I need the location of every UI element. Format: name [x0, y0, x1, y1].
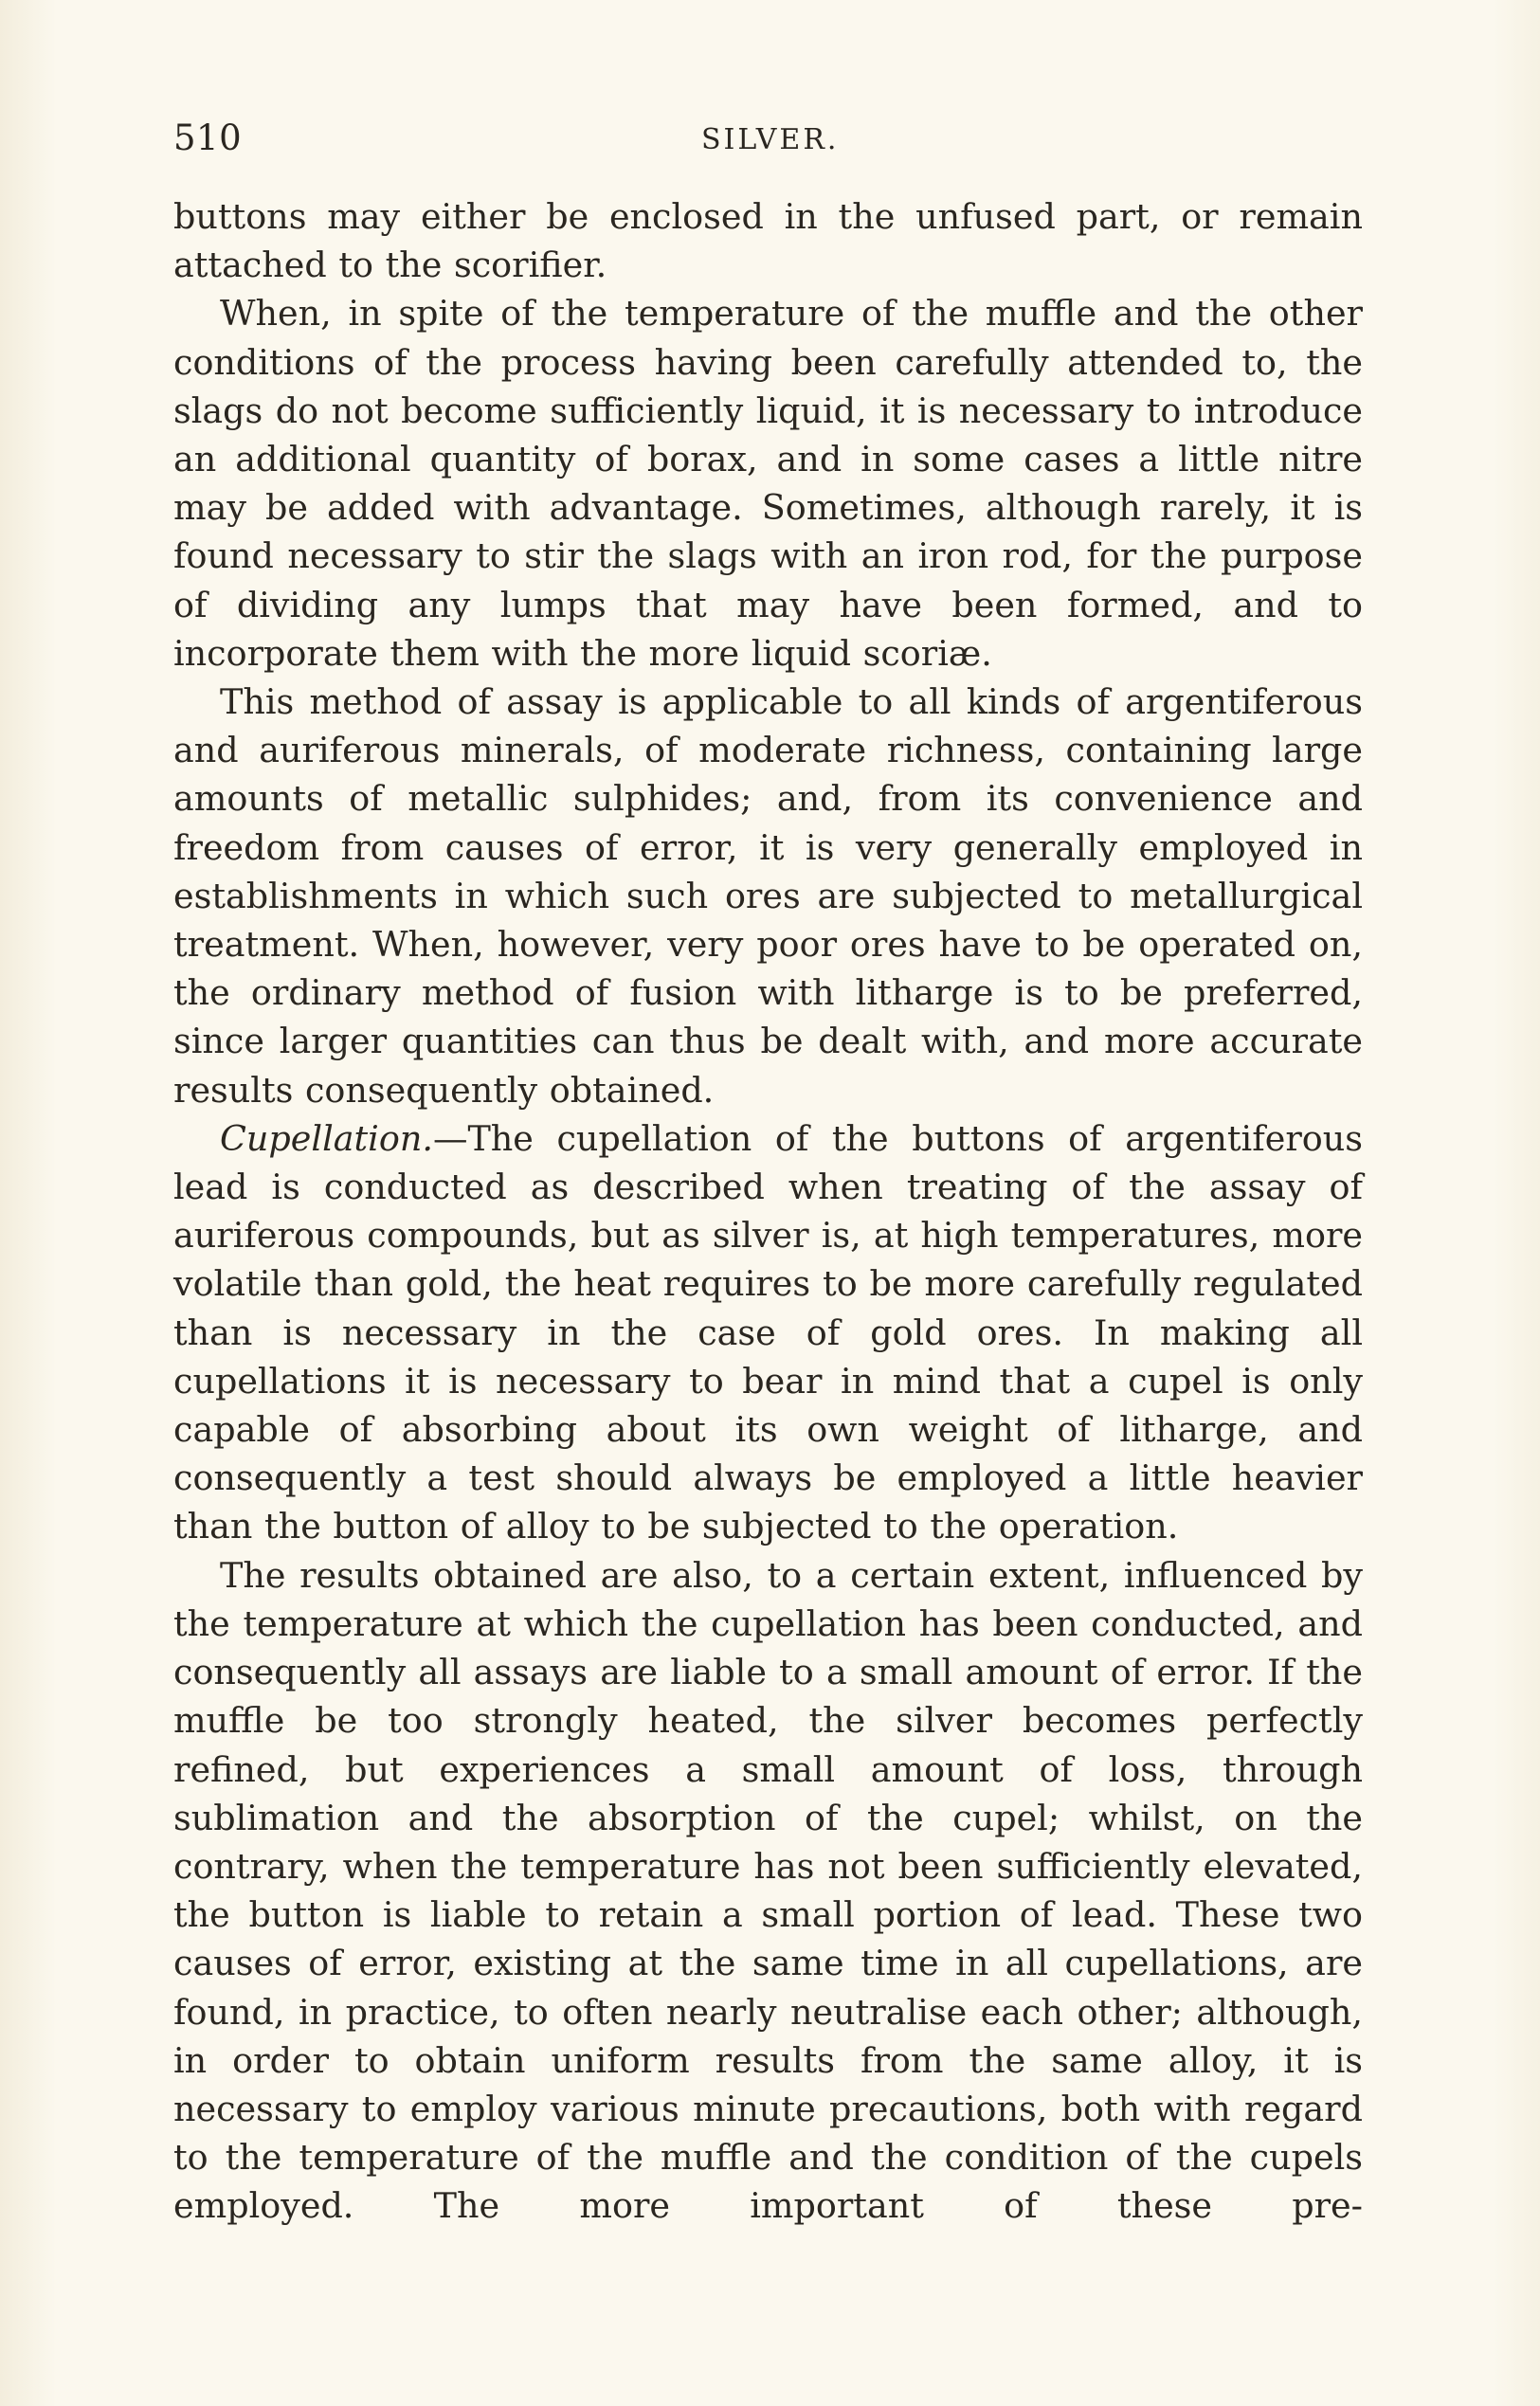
running-head: SILVER. — [701, 123, 840, 156]
paragraph-results: The results obtained are also, to a certain extent, influenced by the temperature at which the cupellation has been conducted, and consequently all assays are liable to a small amount of error. If the muffle be too strongly heated, the silver becomes perfectly refined, but experiences a small amount of loss, through sublimation and the absorption of the cupel; whilst, on the contrary, when the temperature has not been sufficiently elevated, the button is liable to retain a small portion of lead. These two causes of error, existing at the same time in all cupellations, are found, in practice, to often nearly neutralise each other; although, in order to obtain uniform results from the same alloy, it is necessary to employ various minute precautions, both with regard to the temperature of the muffle and the condition of the cupels employed. The more important of these pre- — [173, 1554, 1363, 2227]
paragraph-method-applicability: This method of assay is applicable to all kinds of argentiferous and auriferous minerals, of moderate richness, containing large amounts of metallic sulphides; and, from its convenience and freedom from causes of error, it is very generally employed in establishments in which such ores are subjected to metallurgical treatment. When, however, very poor ores have to be operated on, the ordinary method of fusion with litharge is to be preferred, since larger quantities can thus be dealt with, and more accurate results consequently obtained. — [173, 681, 1363, 1111]
page-number: 510 — [173, 118, 243, 158]
cupellation-text: —The cupellation of the buttons of argentiferous lead is conducted as described when treating of the assay of auriferous compounds, but as silver is, at high temperatures, more volatile than gold, the heat requires to be more carefully regulated than is necessary in the case of gold ores. In making all cupellations it is necessary to bear in mind that a cupel is only capable of absorbing about its own weight of litharge, and consequently a test should always be employed a little heavier than the button of alloy to be subjected to the operation. — [173, 1117, 1363, 1547]
page-header — [173, 118, 1363, 165]
cupellation-heading: Cupellation. — [220, 1117, 433, 1159]
paragraph-cupellation — [173, 1114, 1363, 1551]
body-text — [173, 192, 1363, 2231]
paragraph-continuation: buttons may either be enclosed in the unfused part, or remain attached to the scorifier. — [173, 196, 1363, 286]
paragraph-slags: When, in spite of the temperature of the muffle and the other conditions of the process having been carefully attended to, the slags do not become sufficiently liquid, it is necessary to introduce an additional quantity of borax, and in some cases a little nitre may be added with advantage. Sometimes, although rarely, it is found necessary to stir the slags with an iron rod, for the purpose of dividing any lumps that may have been formed, and to incorporate them with the more liquid scoriæ. — [173, 293, 1363, 674]
